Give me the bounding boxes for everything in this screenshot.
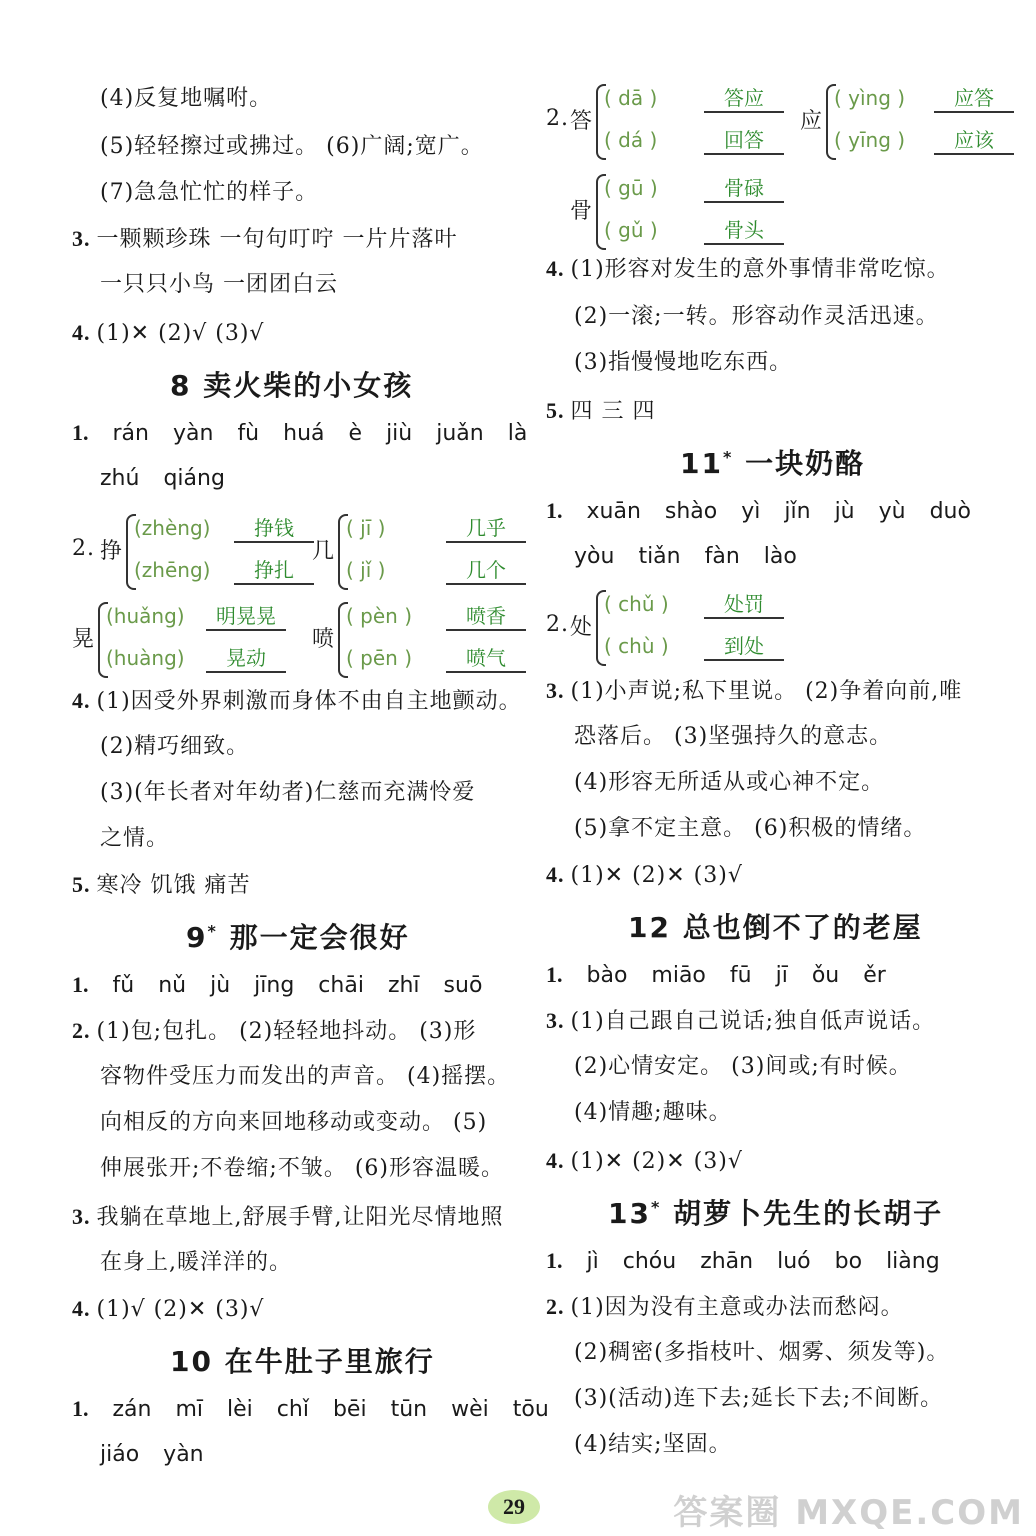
pinyin-reading: ( chù ) xyxy=(604,634,669,658)
pinyin-line: 1. rán yàn fù huá è jiù juǎn là xyxy=(72,420,528,446)
pinyin-syllable: juǎn xyxy=(436,421,484,446)
pinyin-syllable: yù xyxy=(878,499,906,524)
answer-line: (4)反复地嘱咐。 xyxy=(100,86,273,111)
answer-line: 4. (1)形容对发生的意外事情非常吃惊。 xyxy=(546,256,950,282)
polyphone-row xyxy=(346,512,526,543)
pinyin-syllable: ěr xyxy=(863,963,886,988)
pinyin-syllable: zán xyxy=(112,1397,152,1422)
polyphone-row xyxy=(604,588,784,619)
polyphone-group xyxy=(570,76,770,166)
answer-line: (5)轻轻擦过或拂过。 (6)广阔;宽广。 xyxy=(100,134,484,159)
polyphone-row xyxy=(346,600,526,631)
word-answer: 骨头 xyxy=(704,214,784,245)
pinyin-syllable: wèi xyxy=(451,1397,489,1422)
pinyin-syllable: zhú xyxy=(100,466,140,491)
pinyin-syllable: yàn xyxy=(163,1442,204,1467)
word-answer: 应该 xyxy=(934,124,1014,155)
answer-line: (2)心情安定。 (3)间或;有时候。 xyxy=(574,1054,912,1079)
watermark-logo: 答案圈 MXQE.COM xyxy=(673,1493,1024,1533)
pinyin-reading: ( dā ) xyxy=(604,86,658,110)
answer-line: 向相反的方向来回地移动或变动。 (5) xyxy=(100,1110,488,1135)
pinyin-syllable: jiáo xyxy=(100,1442,140,1467)
pinyin-reading: ( jī ) xyxy=(346,516,386,540)
pinyin-syllable: fù xyxy=(237,421,260,446)
answer-line: (3)(活动)连下去;延长下去;不间断。 xyxy=(574,1386,944,1411)
pinyin-syllable: yòu xyxy=(574,544,615,569)
pinyin-syllable: xuān xyxy=(586,499,641,524)
word-answer: 晃动 xyxy=(206,642,286,673)
pinyin-syllable: jù xyxy=(834,499,855,524)
pinyin-syllable: duò xyxy=(929,499,971,524)
polyphone-group xyxy=(312,594,522,684)
pinyin-syllable: ǒu xyxy=(811,963,840,988)
polyphone-char: 喷 xyxy=(312,627,335,652)
answer-line: 4. (1)✕ (2)✕ (3)√ xyxy=(546,862,743,888)
pinyin-syllable: nǔ xyxy=(158,973,187,998)
pinyin-syllable: mī xyxy=(175,1397,204,1422)
section-title: 8 卖火柴的小女孩 xyxy=(170,369,414,402)
answer-line: (2)稠密(多指枝叶、烟雾、须发等)。 xyxy=(574,1340,950,1365)
optional-star: * xyxy=(207,921,218,941)
polyphone-row xyxy=(134,512,314,543)
answer-line: 一只只小鸟 一团团白云 xyxy=(100,272,338,297)
pinyin-reading: ( jǐ ) xyxy=(346,558,386,582)
polyphone-group xyxy=(570,166,770,256)
pinyin-reading: ( yīng ) xyxy=(834,128,906,152)
answer-line: 之情。 xyxy=(100,826,170,851)
polyphone-row xyxy=(106,600,286,631)
polyphone-group xyxy=(570,582,790,672)
answer-line: 4. (1)因受外界刺激而身体不由自主地颤动。 xyxy=(72,688,522,714)
pinyin-syllable: è xyxy=(348,421,363,446)
word-answer: 明晃晃 xyxy=(206,600,286,631)
polyphone-row xyxy=(834,82,1014,113)
pinyin-reading: ( gū ) xyxy=(604,176,658,200)
pinyin-syllable: zhī xyxy=(387,973,420,998)
answer-line: (4)情趣;趣味。 xyxy=(574,1100,732,1125)
polyphone-char: 处 xyxy=(570,615,593,640)
pinyin-syllable: tōu xyxy=(512,1397,549,1422)
pinyin-reading: ( chǔ ) xyxy=(604,592,669,616)
answer-line: 在身上,暖洋洋的。 xyxy=(100,1250,292,1275)
answer-line: 3. (1)小声说;私下里说。 (2)争着向前,唯 xyxy=(546,678,963,704)
answer-line: (5)拿不定主意。 (6)积极的情绪。 xyxy=(574,816,927,841)
answer-line: 恐落后。 (3)坚强持久的意志。 xyxy=(574,724,893,749)
pinyin-syllable: qiáng xyxy=(163,466,225,491)
pinyin-syllable: chāi xyxy=(318,973,364,998)
pinyin-syllable: jù xyxy=(210,973,231,998)
polyphone-row xyxy=(346,642,526,673)
answer-line: 5. 四 三 四 xyxy=(546,398,656,424)
polyphone-char: 挣 xyxy=(100,539,123,564)
word-answer: 回答 xyxy=(704,124,784,155)
polyphone-char: 应 xyxy=(800,109,823,134)
pinyin-reading: ( dá ) xyxy=(604,128,658,152)
polyphone-row xyxy=(604,82,784,113)
polyphone-row xyxy=(834,124,1014,155)
pinyin-syllable: rán xyxy=(112,421,149,446)
word-answer: 挣钱 xyxy=(234,512,314,543)
pinyin-syllable: yàn xyxy=(172,421,214,446)
word-answer: 挣扎 xyxy=(234,554,314,585)
pinyin-line: 1. bào miāo fū jī ǒu ěr xyxy=(546,962,886,988)
polyphone-group xyxy=(312,506,512,596)
pinyin-syllable: là xyxy=(507,421,528,446)
pinyin-reading: ( pēn ) xyxy=(346,646,412,670)
polyphone-char: 答 xyxy=(570,109,593,134)
polyphone-row xyxy=(604,172,784,203)
answer-line: (4)结实;坚固。 xyxy=(574,1432,732,1457)
pinyin-line: 1. zán mī lèi chǐ bēi tūn wèi tōu xyxy=(72,1396,549,1422)
pinyin-line xyxy=(574,542,845,572)
pinyin-syllable: jiù xyxy=(386,421,413,446)
polyphone-char: 晃 xyxy=(72,627,95,652)
polyphone-row xyxy=(106,642,286,673)
answer-line: 伸展张开;不卷缩;不皱。 (6)形容温暖。 xyxy=(100,1156,504,1181)
answer-line: 容物件受压力而发出的声音。 (4)摇摆。 xyxy=(100,1064,511,1089)
polyphone-group xyxy=(72,594,302,684)
pinyin-syllable: chóu xyxy=(622,1249,677,1274)
answer-line: (3)指慢慢地吃东西。 xyxy=(574,350,793,375)
pinyin-line: 1. xuān shào yì jǐn jù yù duò xyxy=(546,498,971,524)
pinyin-syllable: jīng xyxy=(254,973,295,998)
pinyin-syllable: jī xyxy=(775,963,788,988)
word-answer: 骨碌 xyxy=(704,172,784,203)
pinyin-syllable: jǐn xyxy=(784,499,811,524)
pinyin-syllable: zhān xyxy=(700,1249,754,1274)
section-title: 10 在牛肚子里旅行 xyxy=(170,1345,435,1378)
word-answer: 应答 xyxy=(934,82,1014,113)
pinyin-syllable: tiǎn xyxy=(638,544,681,569)
section-title: 11* 一块奶酪 xyxy=(680,447,866,480)
answer-line: 4. (1)✕ (2)√ (3)√ xyxy=(72,320,265,346)
word-answer: 几乎 xyxy=(446,512,526,543)
polyphone-row xyxy=(604,214,784,245)
pinyin-syllable: lào xyxy=(763,544,797,569)
pinyin-syllable: fū xyxy=(729,963,752,988)
pinyin-reading: (zhēng) xyxy=(134,558,211,582)
pinyin-line xyxy=(100,464,273,494)
pinyin-line: 1. jì chóu zhān luó bo liàng xyxy=(546,1248,940,1274)
pinyin-syllable: fǔ xyxy=(112,973,135,998)
polyphone-row xyxy=(346,554,526,585)
pinyin-reading: (huàng) xyxy=(106,646,185,670)
pinyin-syllable: liàng xyxy=(886,1249,940,1274)
pinyin-reading: ( yìng ) xyxy=(834,86,906,110)
section-title: 12 总也倒不了的老屋 xyxy=(628,911,923,944)
word-answer: 喷香 xyxy=(446,600,526,631)
answer-line: (3)(年长者对年幼者)仁慈而充满怜爱 xyxy=(100,780,476,805)
answer-line: 4. (1)✕ (2)✕ (3)√ xyxy=(546,1148,743,1174)
polyphone-group xyxy=(100,506,300,596)
answer-line: (2)一滚;一转。形容动作灵活迅速。 xyxy=(574,304,939,329)
pinyin-syllable: chǐ xyxy=(276,1397,309,1422)
pinyin-syllable: miāo xyxy=(651,963,706,988)
word-answer: 答应 xyxy=(704,82,784,113)
word-answer: 到处 xyxy=(704,630,784,661)
answer-line: (2)精巧细致。 xyxy=(100,734,250,759)
pinyin-syllable: lèi xyxy=(227,1397,253,1422)
answer-line: 3. 一颗颗珍珠 一句句叮咛 一片片落叶 xyxy=(72,226,458,252)
pinyin-syllable: luó xyxy=(777,1249,811,1274)
polyphone-group xyxy=(800,76,1000,166)
pinyin-syllable: tūn xyxy=(390,1397,428,1422)
answer-line: 3. (1)自己跟自己说话;独自低声说话。 xyxy=(546,1008,936,1034)
pinyin-syllable: bēi xyxy=(332,1397,367,1422)
section-title: 13* 胡萝卜先生的长胡子 xyxy=(608,1197,944,1230)
pinyin-syllable: jì xyxy=(586,1249,599,1274)
page-number: 29 xyxy=(488,1490,540,1524)
answer-line: (7)急急忙忙的样子。 xyxy=(100,180,319,205)
question-number: 2. xyxy=(546,106,569,131)
answer-line: 4. (1)√ (2)✕ (3)√ xyxy=(72,1296,265,1322)
pinyin-reading: (huǎng) xyxy=(106,604,185,628)
pinyin-syllable: suō xyxy=(443,973,483,998)
word-answer: 处罚 xyxy=(704,588,784,619)
polyphone-char: 几 xyxy=(312,539,335,564)
answer-line: 5. 寒冷 饥饿 痛苦 xyxy=(72,872,251,898)
optional-star: * xyxy=(722,447,734,467)
answer-line: 2. (1)包;包扎。 (2)轻轻地抖动。 (3)形 xyxy=(72,1018,477,1044)
answer-line: 2. (1)因为没有主意或办法而愁闷。 xyxy=(546,1294,904,1320)
question-number: 2. xyxy=(72,536,95,561)
pinyin-line: 1. fǔ nǔ jù jīng chāi zhī suō xyxy=(72,972,483,998)
question-number: 2. xyxy=(546,612,569,637)
section-title: 9* 那一定会很好 xyxy=(186,921,410,954)
answer-line: 3. 我躺在草地上,舒展手臂,让阳光尽情地照 xyxy=(72,1204,504,1230)
optional-star: * xyxy=(650,1197,662,1217)
pinyin-reading: ( gǔ ) xyxy=(604,218,658,242)
polyphone-row xyxy=(604,124,784,155)
answer-line: (4)形容无所适从或心神不定。 xyxy=(574,770,885,795)
polyphone-char: 骨 xyxy=(570,199,593,224)
pinyin-syllable: bào xyxy=(586,963,628,988)
pinyin-syllable: fàn xyxy=(704,544,740,569)
pinyin-reading: (zhèng) xyxy=(134,516,211,540)
polyphone-row xyxy=(604,630,784,661)
pinyin-syllable: huá xyxy=(283,421,325,446)
word-answer: 喷气 xyxy=(446,642,526,673)
pinyin-line xyxy=(100,1440,252,1470)
word-answer: 几个 xyxy=(446,554,526,585)
polyphone-row xyxy=(134,554,314,585)
pinyin-reading: ( pèn ) xyxy=(346,604,412,628)
pinyin-syllable: bo xyxy=(834,1249,863,1274)
pinyin-syllable: yì xyxy=(741,499,761,524)
pinyin-syllable: shào xyxy=(664,499,718,524)
